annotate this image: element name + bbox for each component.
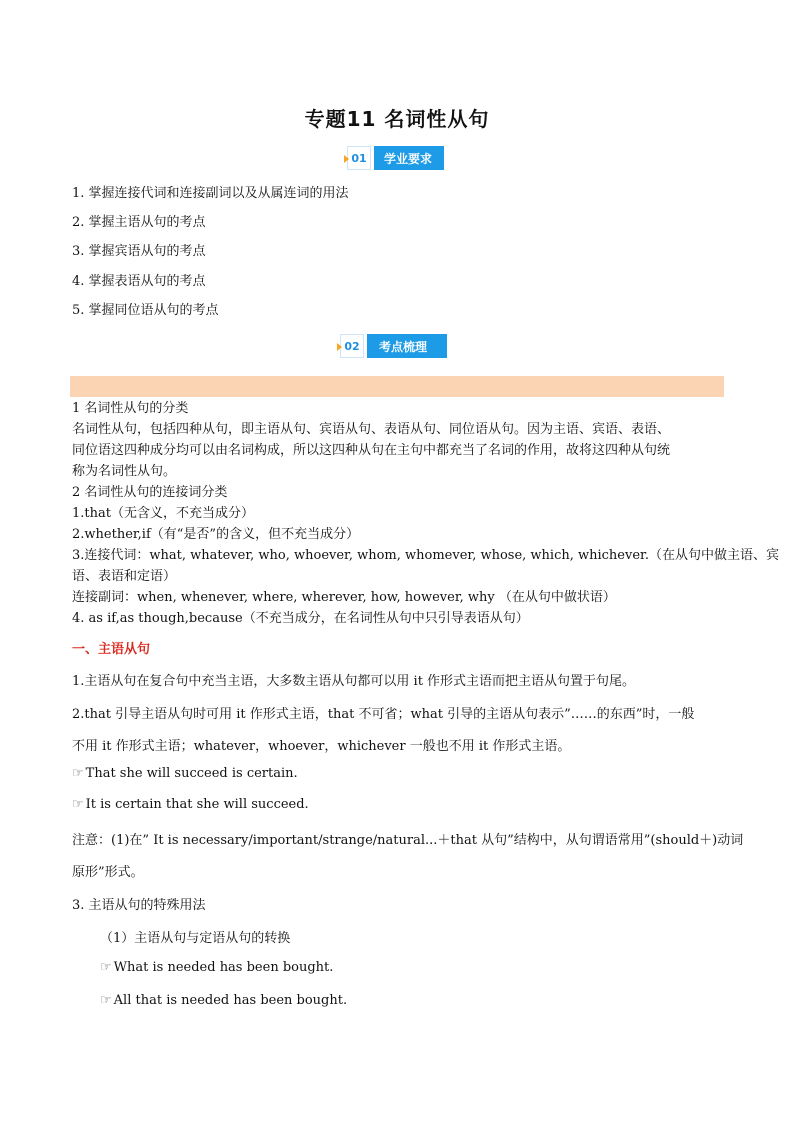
- example-sentence: ☞ It is certain that she will succeed.: [72, 797, 309, 812]
- section-label: 学业要求: [374, 146, 444, 170]
- arrow-marker-icon: [337, 343, 342, 351]
- section-badge-points: [340, 334, 447, 358]
- summary-line: 4. as if,as though,because（不充当成分，在名词性从句中只引导表语从句）: [72, 611, 529, 626]
- requirement-item: 3. 掌握宾语从句的考点: [72, 244, 206, 259]
- note-paragraph: 注意：(1)在” It is necessary/important/strange/natural...＋that 从句”结构中，从句谓语常用”(should＋)动词: [72, 833, 744, 848]
- section-label: 考点梳理: [367, 334, 447, 358]
- body-paragraph: 3. 主语从句的特殊用法: [72, 898, 206, 913]
- summary-line: 1.that（无含义，不充当成分）: [72, 506, 254, 521]
- subheading: （1）主语从句与定语从句的转换: [100, 931, 291, 946]
- summary-line: 名词性从句，包括四种从句，即主语从句、宾语从句、表语从句、同位语从句。因为主语、宾语、表语、: [72, 422, 671, 437]
- summary-line: 2 名词性从句的连接词分类: [72, 485, 228, 500]
- pointing-hand-icon: ☞: [100, 960, 112, 975]
- pointing-hand-icon: ☞: [100, 993, 112, 1008]
- summary-line: 1 名词性从句的分类: [72, 401, 189, 416]
- requirement-item: 5. 掌握同位语从句的考点: [72, 303, 219, 318]
- body-paragraph: 1.主语从句在复合句中充当主语，大多数主语从句都可以用 it 作形式主语而把主语从句置于句尾。: [72, 674, 636, 689]
- section-number: 01: [347, 146, 371, 170]
- requirement-item: 2. 掌握主语从句的考点: [72, 215, 206, 230]
- summary-line: 语、表语和定语）: [72, 569, 177, 584]
- summary-line: 同位语这四种成分均可以由名词构成，所以这四种从句在主句中都充当了名词的作用，故将这四种从句统: [72, 443, 671, 458]
- example-sentence: ☞ That she will succeed is certain.: [72, 766, 298, 781]
- requirement-item: 4. 掌握表语从句的考点: [72, 274, 206, 289]
- example-sentence: ☞ What is needed has been bought.: [100, 960, 334, 975]
- section-number: 02: [340, 334, 364, 358]
- body-paragraph: 不用 it 作形式主语；whatever，whoever，whichever 一般也不用 it 作形式主语。: [72, 739, 571, 754]
- requirement-item: 1. 掌握连接代词和连接副词以及从属连词的用法: [72, 186, 349, 201]
- section-badge-requirements: [347, 146, 444, 170]
- section-heading: 一、主语从句: [72, 642, 151, 657]
- page-title: 专题11 名词性从句: [304, 107, 490, 131]
- arrow-marker-icon: [344, 155, 349, 163]
- summary-line: 2.whether,if（有“是否”的含义，但不充当成分）: [72, 527, 360, 542]
- pointing-hand-icon: ☞: [72, 797, 84, 812]
- note-paragraph: 原形”形式。: [72, 865, 144, 880]
- summary-line: 称为名词性从句。: [72, 464, 177, 479]
- summary-line: 连接副词：when, whenever, where, wherever, how, however, why （在从句中做状语）: [72, 590, 616, 605]
- body-paragraph: 2.that 引导主语从句时可用 it 作形式主语，that 不可省；what 引导的主语从句表示”……的东西”时，一般: [72, 707, 695, 722]
- summary-block: [72, 400, 779, 631]
- summary-line: 3.连接代词：what, whatever, who, whoever, whom, whomever, whose, which, whichever.（在从句中做主语、宾: [72, 548, 779, 563]
- highlight-band: [70, 376, 724, 397]
- pointing-hand-icon: ☞: [72, 766, 84, 781]
- example-sentence: ☞ All that is needed has been bought.: [100, 993, 348, 1008]
